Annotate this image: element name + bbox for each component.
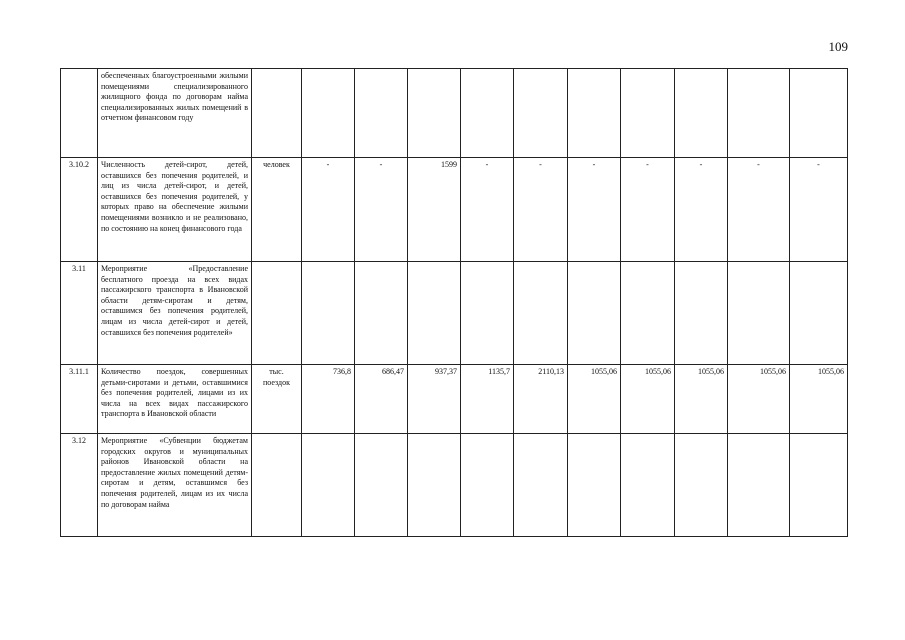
indicator-table xyxy=(60,68,848,537)
row-value-cell: 1055,06 xyxy=(728,365,790,434)
row-value-cell: - xyxy=(675,158,728,262)
row-value-cell xyxy=(408,434,461,537)
row-value-cell xyxy=(728,69,790,158)
row-value-cell xyxy=(728,262,790,365)
table-row xyxy=(61,69,848,158)
page-number: 109 xyxy=(828,39,848,54)
row-value-cell: - xyxy=(790,158,848,262)
row-value-cell: 1055,06 xyxy=(568,365,621,434)
row-unit-cell: тыс. поездок xyxy=(252,365,302,434)
row-value-cell: - xyxy=(355,158,408,262)
row-value-cell xyxy=(514,434,568,537)
row-value-cell xyxy=(461,69,514,158)
row-value-cell xyxy=(568,434,621,537)
row-number-cell: 3.11 xyxy=(61,262,98,365)
row-value-cell xyxy=(461,434,514,537)
row-value-cell xyxy=(408,262,461,365)
row-number-cell: 3.11.1 xyxy=(61,365,98,434)
row-value-cell xyxy=(355,69,408,158)
row-value-cell xyxy=(790,434,848,537)
row-value-cell: - xyxy=(621,158,675,262)
row-unit-cell xyxy=(252,262,302,365)
table-row xyxy=(61,262,848,365)
row-number-cell xyxy=(61,69,98,158)
row-value-cell xyxy=(302,434,355,537)
row-value-cell: 1135,7 xyxy=(461,365,514,434)
row-value-cell xyxy=(302,262,355,365)
row-value-cell xyxy=(728,434,790,537)
row-value-cell xyxy=(355,434,408,537)
row-value-cell xyxy=(790,69,848,158)
row-value-cell: - xyxy=(568,158,621,262)
table-row xyxy=(61,365,848,434)
row-value-cell: 1055,06 xyxy=(675,365,728,434)
row-value-cell xyxy=(514,262,568,365)
row-unit-cell xyxy=(252,434,302,537)
row-value-cell xyxy=(568,262,621,365)
table-row xyxy=(61,434,848,537)
row-value-cell xyxy=(568,69,621,158)
row-value-cell xyxy=(514,69,568,158)
row-value-cell xyxy=(461,262,514,365)
row-description-cell: Численность детей-сирот, детей, оставшихся без попечения родителей, и лиц из числа детей-сирот, и детей, оставшихся без попечения родителей, у которых право на обеспечение жилыми помещениями возникло и не реализовано, по состоянию на конец финансового года xyxy=(98,158,252,262)
row-value-cell xyxy=(675,434,728,537)
row-unit-cell xyxy=(252,69,302,158)
row-value-cell xyxy=(302,69,355,158)
row-value-cell: 686,47 xyxy=(355,365,408,434)
row-value-cell xyxy=(355,262,408,365)
row-value-cell: 1055,06 xyxy=(790,365,848,434)
row-value-cell: 937,37 xyxy=(408,365,461,434)
row-value-cell xyxy=(675,262,728,365)
row-number-cell: 3.12 xyxy=(61,434,98,537)
row-value-cell: 1599 xyxy=(408,158,461,262)
row-value-cell xyxy=(408,69,461,158)
row-number-cell: 3.10.2 xyxy=(61,158,98,262)
row-description-cell: Количество поездок, совершенных детьми-сиротами и детьми, оставшимися без попечения родителей, лицами из их числа на всех видах пассажирского транспорта в Ивановской области xyxy=(98,365,252,434)
row-value-cell: 1055,06 xyxy=(621,365,675,434)
row-value-cell xyxy=(675,69,728,158)
row-description-cell: обеспеченных благоустроенными жилыми помещениями специализированного жилищного фонда по договорам найма специализированных жилых помещений в отчетном финансовом году xyxy=(98,69,252,158)
row-description-cell: Мероприятие «Субвенции бюджетам городских округов и муниципальных районов Ивановской области на предоставление жилых помещений детям-сиротам и детям, оставшимся без попечения родителей, лицам из их числа по договорам найма xyxy=(98,434,252,537)
row-value-cell: - xyxy=(514,158,568,262)
row-value-cell: 2110,13 xyxy=(514,365,568,434)
row-value-cell: - xyxy=(728,158,790,262)
row-value-cell xyxy=(790,262,848,365)
row-value-cell xyxy=(621,262,675,365)
row-value-cell: 736,8 xyxy=(302,365,355,434)
row-value-cell: - xyxy=(302,158,355,262)
row-unit-cell: человек xyxy=(252,158,302,262)
row-description-cell: Мероприятие «Предоставление бесплатного проезда на всех видах пассажирского транспорта в Ивановской области детям-сиротам и детям, оставшимся без попечения родителей, лицам из числа детей-сирот и детей, оставшихся без попечения родителей» xyxy=(98,262,252,365)
row-value-cell: - xyxy=(461,158,514,262)
table-row xyxy=(61,158,848,262)
row-value-cell xyxy=(621,69,675,158)
row-value-cell xyxy=(621,434,675,537)
